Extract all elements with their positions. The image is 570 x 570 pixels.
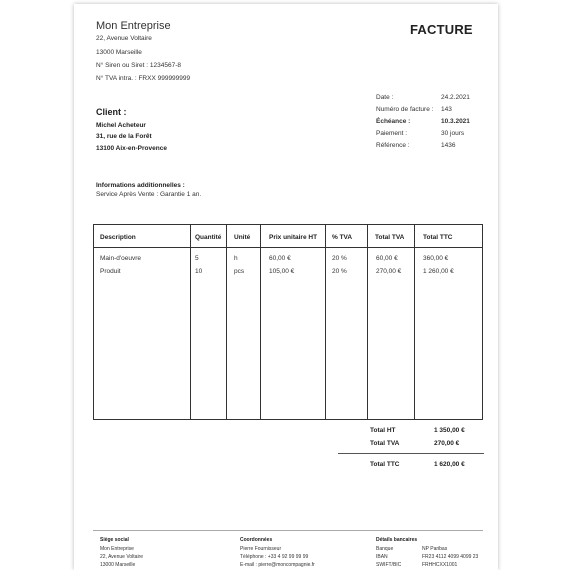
col-header-vat-rate: % TVA [332,234,353,241]
footer-bank-value: FRHHCXX1001 [422,562,458,568]
row1-vat-rate: 20 % [332,255,347,262]
company-tva: N° TVA intra. : FRXX 999999999 [96,75,191,82]
client-city: 13100 Aix-en-Provence [96,145,167,152]
row1-unit-price: 60,00 € [269,255,291,262]
row2-vat-rate: 20 % [332,268,347,275]
invoice-title: FACTURE [410,22,473,37]
info-heading: Informations additionnelles : [96,182,185,189]
col-header-quantity: Quantité [195,234,222,241]
col-header-unit: Unité [234,234,251,241]
company-city: 13000 Marseille [96,49,142,56]
table-column-divider [190,225,191,419]
col-header-total-ttc: Total TTC [423,234,453,241]
meta-label-payment: Paiement : [376,130,408,137]
client-name: Michel Acheteur [96,122,146,129]
table-column-divider [226,225,227,419]
col-header-description: Description [100,234,136,241]
footer-bank-label: IBAN [376,554,388,560]
footer-bank-value: NP Paribas [422,546,448,552]
footer-siege-line: 22, Avenue Voltaire [100,554,143,560]
footer-coord-line: Pierre Fournisseur [240,546,282,552]
total-ttc-value: 1 620,00 € [434,461,465,468]
invoice-sheet [74,4,498,570]
table-column-divider [414,225,415,419]
row1-vat-total: 60,00 € [376,255,398,262]
table-column-divider [260,225,261,419]
meta-label-due: Échéance : [376,118,411,125]
row2-unit-price: 105,00 € [269,268,295,275]
row2-unit: pcs [234,268,245,275]
meta-value-due: 10.3.2021 [441,118,470,125]
totals-divider [338,453,484,454]
meta-value-date: 24.2.2021 [441,94,470,101]
client-address: 31, rue de la Forêt [96,133,152,140]
footer-coord-line: Téléphone : +33 4 92 99 99 99 [240,554,309,560]
footer-coord-heading: Coordonnées [240,537,273,543]
row2-vat-total: 270,00 € [376,268,402,275]
footer-bank-value: FR23 4112 4099 4099 23 [422,554,479,560]
table-column-divider [367,225,368,419]
total-ht-label: Total HT [370,427,396,434]
footer-coord-line: E-mail : pierre@moncompagnie.fr [240,562,315,568]
company-name: Mon Entreprise [96,20,171,32]
meta-label-date: Date : [376,94,394,101]
footer-siege-line: Mon Entreprise [100,546,134,552]
row2-total-ttc: 1 260,00 € [423,268,454,275]
company-address: 22, Avenue Voltaire [96,35,152,42]
items-table [93,224,483,420]
total-tva-label: Total TVA [370,440,400,447]
client-heading: Client : [96,107,127,117]
meta-value-number: 143 [441,106,452,113]
row1-unit: h [234,255,238,262]
meta-value-payment: 30 jours [441,130,465,137]
footer-siege-heading: Siège social [100,537,129,543]
col-header-vat-total: Total TVA [375,234,405,241]
total-tva-value: 270,00 € [434,440,460,447]
total-ht-value: 1 350,00 € [434,427,465,434]
table-column-divider [325,225,326,419]
total-ttc-label: Total TTC [370,461,400,468]
meta-label-reference: Référence : [376,142,410,149]
footer-bank-label: Banque [376,546,394,552]
meta-value-reference: 1436 [441,142,456,149]
info-text: Service Après Vente : Garantie 1 an. [96,191,202,198]
footer-bank-label: SWIFT/BIC [376,562,402,568]
row1-quantity: 5 [195,255,199,262]
meta-label-number: Numéro de facture : [376,106,434,113]
row2-quantity: 10 [195,268,203,275]
footer-divider [93,530,483,531]
col-header-unit-price: Prix unitaire HT [269,234,318,241]
footer-bank-heading: Détails bancaires [376,537,418,543]
row1-total-ttc: 360,00 € [423,255,449,262]
footer-siege-line: 13000 Marseille [100,562,136,568]
table-header-divider [94,247,482,248]
row1-description: Main-d'oeuvre [100,255,141,262]
company-siren: N° Siren ou Siret : 1234567-8 [96,62,181,69]
row2-description: Produit [100,268,121,275]
